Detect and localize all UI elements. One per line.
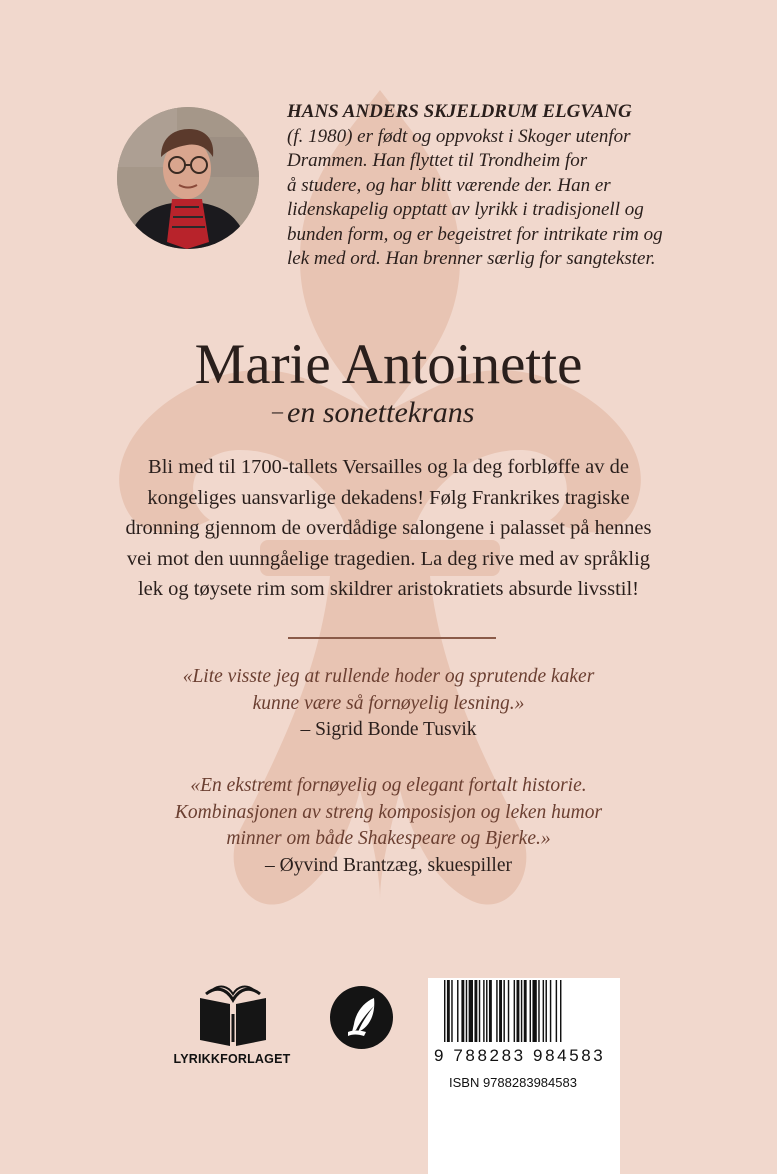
book-subtitle <box>272 396 474 430</box>
barcode-bar <box>479 980 480 1042</box>
author-photo <box>117 107 259 249</box>
bio-line: å studere, og har blitt værende der. Han er <box>287 174 611 196</box>
barcode-bar <box>514 980 515 1042</box>
bio-line: (f. 1980) er født og oppvokst i Skoger utenfor <box>287 125 631 147</box>
barcode-bar <box>499 980 502 1042</box>
barcode-bar <box>447 980 450 1042</box>
barcode-bar <box>496 980 497 1042</box>
barcode-bar <box>560 980 561 1042</box>
barcode-bar <box>521 980 522 1042</box>
barcode-bar <box>457 980 458 1042</box>
barcode-bar <box>556 980 557 1042</box>
quote-line: «Lite visste jeg at rullende hoder og sprutende kaker <box>182 666 595 687</box>
quote-attribution: – Sigrid Bonde Tusvik <box>300 719 477 740</box>
barcode-bar <box>451 980 452 1042</box>
barcode-bars <box>428 978 620 1046</box>
barcode-bar <box>517 980 520 1042</box>
barcode-bar <box>524 980 527 1042</box>
bio-line: lidenskapelig opptatt av lyrikk i tradisjonell og <box>287 199 644 220</box>
author-bio <box>287 100 707 272</box>
quote-line: «En ekstremt fornøyelig og elegant fortalt historie. <box>190 775 587 796</box>
bio-line: lek med ord. Han brenner særlig for sangtekster. <box>287 248 656 269</box>
subtitle-text: en sonettekrans <box>287 396 475 429</box>
barcode-bar <box>530 980 531 1042</box>
barcode-bar <box>503 980 504 1042</box>
quote-line: Kombinasjonen av streng komposisjon og leken humor <box>174 801 603 823</box>
barcode-bar <box>469 980 473 1042</box>
quote-line: kunne være så fornøyelig lesning.» <box>252 692 525 714</box>
book-title: Marie Antoinette <box>194 333 583 396</box>
book-icon <box>196 984 270 1050</box>
barcode-bar <box>550 980 551 1042</box>
barcode-bar <box>532 980 536 1042</box>
barcode-bar <box>489 980 492 1042</box>
quill-logo <box>330 986 393 1049</box>
blurb-line: vei mot den uunngåelige tragedien. La deg rive med av språklig <box>126 547 651 570</box>
bio-line: Drammen. Han flyttet til Trondheim for <box>287 150 588 171</box>
author-name: HANS ANDERS SKJELDRUM ELGVANG <box>287 101 632 122</box>
isbn-label: ISBN 9788283984583 <box>449 1075 577 1090</box>
divider <box>288 637 496 639</box>
barcode-bar <box>474 980 477 1042</box>
barcode-bar <box>466 980 467 1042</box>
publisher-logo <box>168 984 296 1074</box>
bio-line: bunden form, og er begeistret for intrikate rim og <box>287 223 663 245</box>
barcode-bar <box>538 980 539 1042</box>
quill-icon <box>330 986 393 1049</box>
barcode-digits: 9 788283 984583 <box>434 1046 606 1065</box>
barcode-bar <box>483 980 484 1042</box>
blurb-line: lek og tøysete rim som skildrer aristokratiets absurde livsstil! <box>137 578 640 600</box>
review-quote <box>100 664 677 744</box>
barcode-bar <box>444 980 445 1042</box>
barcode-bar <box>486 980 487 1042</box>
barcode-bar <box>508 980 509 1042</box>
review-quote <box>100 773 677 879</box>
book-blurb <box>112 452 665 605</box>
subtitle-dash: – <box>272 398 283 423</box>
publisher-name: LYRIKKFORLAGET <box>173 1052 291 1066</box>
quote-attribution: – Øyvind Brantzæg, skuespiller <box>265 854 512 876</box>
barcode-bar <box>546 980 547 1042</box>
barcode-bar <box>543 980 544 1042</box>
barcode <box>428 978 620 1174</box>
quote-line: minner om både Shakespeare og Bjerke.» <box>226 828 551 849</box>
blurb-line: Bli med til 1700-tallets Versailles og la deg forbløffe av de <box>148 456 629 478</box>
blurb-line: kongeliges uansvarlige dekadens! Følg Frankrikes tragiske <box>147 486 630 509</box>
blurb-line: dronning gjennom de overdådige salongene i palasset på hennes <box>125 517 652 539</box>
barcode-bar <box>461 980 464 1042</box>
